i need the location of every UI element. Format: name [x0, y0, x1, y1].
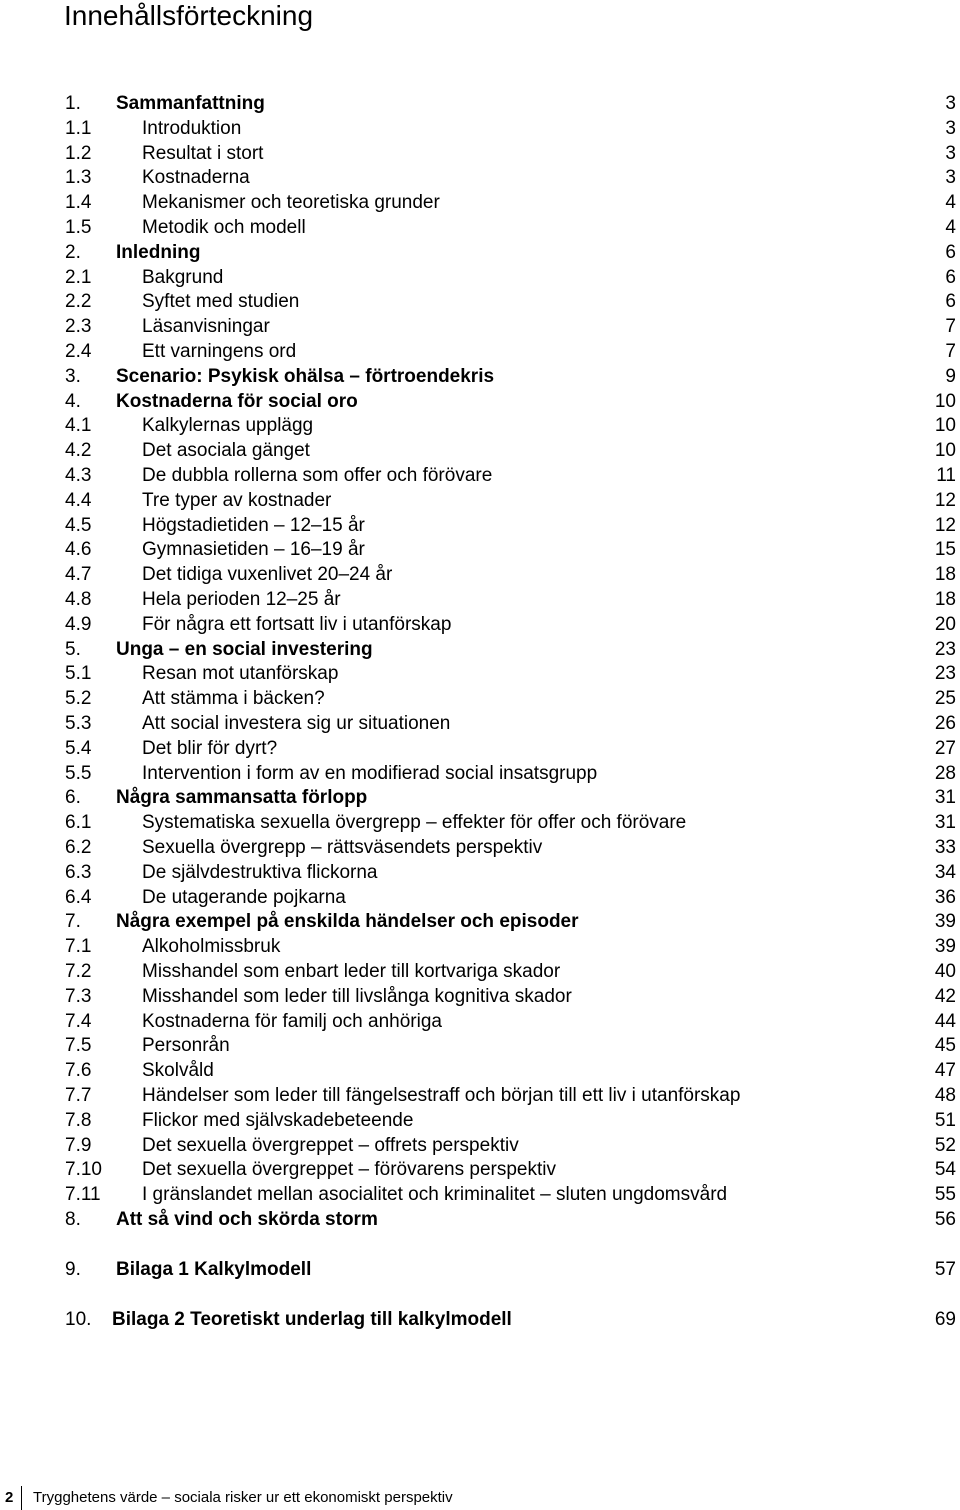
- toc-entry-page: 56: [934, 1209, 956, 1230]
- toc-entry[interactable]: [0, 811, 960, 835]
- toc-entry-number: 10.: [65, 1308, 92, 1330]
- toc-entry-title: Gymnasietiden – 16–19 år: [142, 539, 365, 561]
- toc-entry-number: 4.1: [65, 415, 92, 437]
- toc-entry-number: 4.5: [65, 514, 92, 536]
- toc-entry-number: 9.: [65, 1258, 81, 1280]
- toc-entry[interactable]: [0, 464, 960, 488]
- toc-entry-number: 6.2: [65, 837, 92, 858]
- toc-entry-title: Kostnaderna för familj och anhöriga: [142, 1010, 442, 1032]
- toc-entry[interactable]: [0, 1109, 960, 1133]
- toc-entry-title: Högstadietiden – 12–15 år: [142, 514, 365, 536]
- toc-entry-title: Resan mot utanförskap: [142, 663, 339, 685]
- toc-entry-number: 6.4: [65, 886, 92, 908]
- toc-entry[interactable]: [0, 1258, 960, 1282]
- toc-entry[interactable]: [0, 836, 960, 860]
- toc-entry-title: Det asociala gänget: [142, 440, 310, 462]
- toc-entry-number: 4.9: [65, 613, 92, 635]
- toc-entry[interactable]: [0, 538, 960, 562]
- toc-entry-page: 3: [945, 93, 956, 114]
- footer-divider: [21, 1486, 22, 1510]
- toc-entry-page: 10: [934, 440, 956, 462]
- toc-entry-number: 5.4: [65, 737, 92, 759]
- toc-entry[interactable]: [0, 588, 960, 612]
- toc-entry-number: 5.1: [65, 663, 92, 685]
- toc-entry-title: Händelser som leder till fängelsestraff och början till ett liv i utanförskap: [142, 1085, 741, 1106]
- toc-entry-page: 69: [934, 1308, 956, 1330]
- toc-entry[interactable]: [0, 390, 960, 414]
- toc-entry-title: De dubbla rollerna som offer och förövare: [142, 465, 493, 486]
- page-footer: [0, 1486, 960, 1510]
- toc-entry-number: 1.5: [65, 217, 92, 238]
- toc-entry-title: Unga – en social investering: [116, 638, 373, 660]
- toc-entry-title: Resultat i stort: [142, 142, 264, 164]
- toc-entry-page: 6: [945, 266, 956, 288]
- toc-entry-title: Kostnaderna för social oro: [116, 390, 358, 412]
- toc-entry-number: 1.1: [65, 117, 92, 139]
- toc-entry[interactable]: [0, 613, 960, 637]
- toc-entry-number: 8.: [65, 1209, 81, 1230]
- toc-entry-page: 6: [945, 291, 956, 313]
- toc-entry-number: 7.2: [65, 961, 92, 982]
- toc-entry-title: Intervention i form av en modifierad social insatsgrupp: [142, 762, 598, 784]
- toc-entry[interactable]: [0, 117, 960, 141]
- toc-entry-page: 10: [934, 415, 956, 437]
- toc-entry-number: 7.7: [65, 1085, 92, 1106]
- toc-entry[interactable]: [0, 439, 960, 463]
- toc-entry-title: De utagerande pojkarna: [142, 886, 346, 908]
- toc-entry-title: De självdestruktiva flickorna: [142, 861, 378, 883]
- toc-entry-number: 6.: [65, 787, 81, 809]
- toc-entry-title: Det sexuella övergreppet – förövarens perspektiv: [142, 1159, 557, 1181]
- toc-entry[interactable]: [0, 960, 960, 984]
- toc-entry-page: 57: [934, 1258, 956, 1280]
- toc-entry[interactable]: [0, 985, 960, 1009]
- toc-entry-page: 18: [934, 564, 956, 586]
- toc-entry-number: 5.3: [65, 713, 92, 734]
- toc-entry[interactable]: [0, 1059, 960, 1083]
- toc-entry-number: 4.8: [65, 589, 92, 610]
- toc-entry-page: 15: [934, 539, 956, 561]
- toc-entry[interactable]: [0, 687, 960, 711]
- toc-entry[interactable]: [0, 414, 960, 438]
- toc-entry-title: Mekanismer och teoretiska grunder: [142, 192, 440, 214]
- toc-entry-title: Bilaga 1 Kalkylmodell: [116, 1258, 312, 1280]
- toc-entry-number: 7.10: [65, 1159, 102, 1181]
- toc-entry[interactable]: [0, 92, 960, 116]
- toc-entry[interactable]: [0, 489, 960, 513]
- toc-entry-number: 6.3: [65, 861, 92, 883]
- toc-entry[interactable]: [0, 1183, 960, 1207]
- toc-entry-page: 12: [934, 514, 956, 536]
- toc-entry-page: 20: [934, 613, 956, 635]
- toc-entry[interactable]: [0, 1134, 960, 1158]
- toc-entry-page: 23: [934, 638, 956, 660]
- toc-entry-page: 48: [934, 1085, 956, 1106]
- toc-entry-title: Syftet med studien: [142, 291, 300, 313]
- toc-entry-number: 1.: [65, 93, 81, 114]
- toc-entry[interactable]: [0, 1034, 960, 1058]
- toc-entry-page: 40: [934, 961, 956, 982]
- toc-entry-title: Att stämma i bäcken?: [142, 688, 325, 710]
- toc-entry-number: 7.4: [65, 1010, 92, 1032]
- toc-entry-number: 7.1: [65, 936, 92, 958]
- toc-entry-number: 2.3: [65, 316, 92, 338]
- toc-entry-page: 42: [934, 985, 956, 1007]
- toc-entry[interactable]: [0, 216, 960, 240]
- toc-entry-number: 2.: [65, 241, 81, 263]
- toc-entry[interactable]: [0, 1308, 960, 1332]
- toc-entry-title: Kalkylernas upplägg: [142, 415, 314, 437]
- toc-entry-title: Metodik och modell: [142, 217, 306, 238]
- toc-entry-number: 5.: [65, 638, 81, 660]
- toc-entry-title: Tre typer av kostnader: [142, 489, 332, 511]
- toc-entry-number: 1.2: [65, 142, 92, 164]
- toc-entry-title: Flickor med självskadebeteende: [142, 1109, 414, 1131]
- toc-entry-title: Introduktion: [142, 117, 242, 139]
- toc-entry[interactable]: [0, 1208, 960, 1232]
- toc-entry[interactable]: [0, 514, 960, 538]
- toc-entry-page: 7: [945, 341, 956, 362]
- toc-entry-title: Några exempel på enskilda händelser och episoder: [116, 911, 579, 933]
- toc-entry-page: 7: [945, 316, 956, 338]
- toc-entry[interactable]: [0, 1010, 960, 1034]
- toc-entry-title: Det sexuella övergreppet – offrets perspektiv: [142, 1134, 519, 1156]
- toc-entry[interactable]: [0, 737, 960, 761]
- toc-entry[interactable]: [0, 266, 960, 290]
- toc-entry-number: 7.9: [65, 1134, 92, 1156]
- toc-entry[interactable]: [0, 935, 960, 959]
- toc-entry-title: Bilaga 2 Teoretiskt underlag till kalkylmodell: [112, 1308, 512, 1330]
- footer-page-number: 2: [5, 1489, 14, 1506]
- toc-entry-page: 26: [934, 713, 956, 734]
- toc-entry-number: 1.4: [65, 192, 92, 214]
- toc-entry-page: 4: [945, 192, 956, 214]
- toc-entry[interactable]: [0, 786, 960, 810]
- toc-entry[interactable]: [0, 241, 960, 265]
- toc-entry-page: 31: [934, 787, 956, 809]
- toc-entry-title: För några ett fortsatt liv i utanförskap: [142, 613, 452, 635]
- toc-entry-title: Scenario: Psykisk ohälsa – förtroendekris: [116, 365, 495, 387]
- toc-entry-page: 31: [934, 812, 956, 834]
- toc-entry-title: Alkoholmissbruk: [142, 936, 281, 958]
- toc-entry[interactable]: [0, 762, 960, 786]
- toc-entry-page: 25: [934, 688, 956, 710]
- toc-entry-page: 34: [934, 861, 956, 883]
- footer-title: Trygghetens värde – sociala risker ur ett ekonomiskt perspektiv: [33, 1489, 453, 1506]
- toc-entry-title: Misshandel som leder till livslånga kognitiva skador: [142, 985, 572, 1007]
- toc-entry-page: 4: [945, 217, 956, 238]
- toc-entry[interactable]: [0, 191, 960, 215]
- toc-entry[interactable]: [0, 662, 960, 686]
- toc-entry-title: I gränslandet mellan asocialitet och kriminalitet – sluten ungdomsvård: [142, 1184, 728, 1206]
- toc-entry-number: 4.7: [65, 564, 92, 586]
- toc-entry-title: Systematiska sexuella övergrepp – effekter för offer och förövare: [142, 812, 687, 834]
- toc-entry-number: 7.3: [65, 985, 92, 1007]
- toc-entry-page: 39: [934, 911, 956, 933]
- toc-entry[interactable]: [0, 166, 960, 190]
- toc-entry-page: 6: [945, 241, 956, 263]
- toc-entry-page: 3: [945, 142, 956, 164]
- toc-entry-number: 4.3: [65, 465, 92, 486]
- toc-entry[interactable]: [0, 1084, 960, 1108]
- toc-entry-number: 5.2: [65, 688, 92, 710]
- toc-entry[interactable]: [0, 712, 960, 736]
- toc-entry-page: 28: [934, 762, 956, 784]
- toc-entry-page: 3: [945, 167, 956, 189]
- toc-entry-number: 6.1: [65, 812, 92, 834]
- toc-entry-number: 7.6: [65, 1060, 92, 1082]
- toc-entry-title: Hela perioden 12–25 år: [142, 589, 341, 610]
- toc-entry-title: Det blir för dyrt?: [142, 737, 278, 759]
- toc-entry-page: 55: [934, 1184, 956, 1206]
- toc-entry-title: Inledning: [116, 241, 201, 263]
- toc-entry-page: 36: [934, 886, 956, 908]
- toc-entry[interactable]: [0, 340, 960, 364]
- toc-entry-number: 2.1: [65, 266, 92, 288]
- toc-entry-number: 3.: [65, 365, 81, 387]
- toc-entry-number: 2.2: [65, 291, 92, 313]
- toc-entry[interactable]: [0, 861, 960, 885]
- toc-entry[interactable]: [0, 563, 960, 587]
- toc-entry-number: 4.4: [65, 489, 92, 511]
- toc-entry-page: 12: [934, 489, 956, 511]
- toc-entry-page: 39: [934, 936, 956, 958]
- toc-entry-page: 10: [934, 390, 956, 412]
- toc-entry-page: 23: [934, 663, 956, 685]
- toc-entry-page: 11: [936, 465, 956, 486]
- toc-entry-number: 4.6: [65, 539, 92, 561]
- toc-entry-number: 1.3: [65, 167, 92, 189]
- toc-entry-page: 3: [945, 117, 956, 139]
- toc-entry-number: 7.8: [65, 1109, 92, 1131]
- toc-entry-page: 52: [934, 1134, 956, 1156]
- toc-entry-page: 44: [934, 1010, 956, 1032]
- toc-entry-title: Skolvåld: [142, 1060, 214, 1082]
- toc-entry[interactable]: [0, 910, 960, 934]
- toc-entry[interactable]: [0, 886, 960, 910]
- toc-entry[interactable]: [0, 638, 960, 662]
- toc-entry-page: 45: [934, 1035, 956, 1057]
- toc-entry-title: Bakgrund: [142, 266, 224, 288]
- toc-entry[interactable]: [0, 315, 960, 339]
- toc-entry-title: Att så vind och skörda storm: [116, 1209, 378, 1230]
- toc-entry[interactable]: [0, 142, 960, 166]
- toc-entry-page: 9: [945, 365, 956, 387]
- toc-entry[interactable]: [0, 365, 960, 389]
- toc-entry-title: Sexuella övergrepp – rättsväsendets perspektiv: [142, 837, 543, 858]
- toc-entry[interactable]: [0, 1158, 960, 1182]
- toc-entry[interactable]: [0, 290, 960, 314]
- toc-entry-number: 7.: [65, 911, 81, 933]
- toc-entry-title: Några sammansatta förlopp: [116, 787, 368, 809]
- page-title: Innehållsförteckning: [64, 0, 314, 31]
- toc-entry-number: 2.4: [65, 341, 92, 362]
- toc-entry-title: Sammanfattning: [116, 93, 265, 114]
- toc-entry-page: 27: [934, 737, 956, 759]
- toc-entry-number: 7.11: [65, 1184, 101, 1206]
- toc-entry-page: 54: [934, 1159, 956, 1181]
- toc-entry-page: 18: [934, 589, 956, 610]
- toc-entry-title: Det tidiga vuxenlivet 20–24 år: [142, 564, 393, 586]
- toc-entry-page: 33: [934, 837, 956, 858]
- toc-entry-number: 7.5: [65, 1035, 92, 1057]
- toc-entry-number: 4.: [65, 390, 81, 412]
- toc-entry-page: 47: [934, 1060, 956, 1082]
- toc-entry-title: Att social investera sig ur situationen: [142, 713, 451, 734]
- toc-entry-title: Misshandel som enbart leder till kortvariga skador: [142, 961, 561, 982]
- toc-entry-number: 5.5: [65, 762, 92, 784]
- toc-entry-number: 4.2: [65, 440, 92, 462]
- toc-entry-page: 51: [934, 1109, 956, 1131]
- toc-entry-title: Läsanvisningar: [142, 316, 270, 338]
- toc-entry-title: Personrån: [142, 1035, 230, 1057]
- toc-entry-title: Ett varningens ord: [142, 341, 297, 362]
- toc-entry-title: Kostnaderna: [142, 167, 250, 189]
